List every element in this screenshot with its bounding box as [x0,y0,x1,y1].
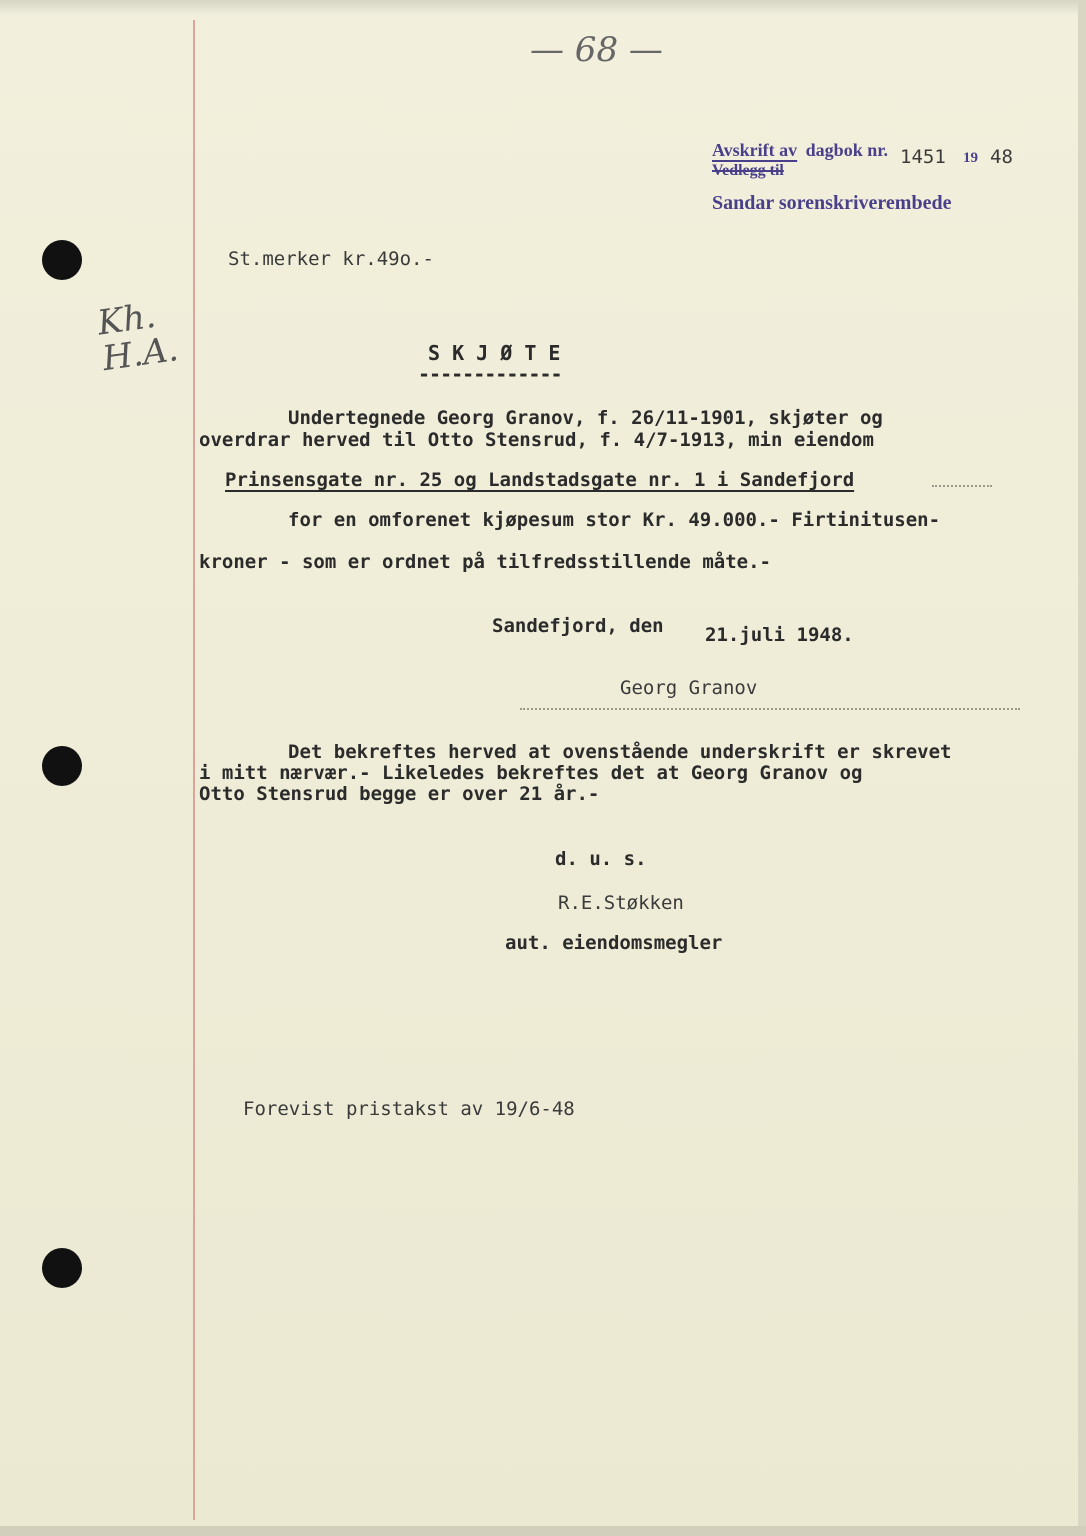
title-rule: ------------- [418,362,562,386]
body-line-1: Undertegnede Georg Granov, f. 26/11-1901, skjøter og [288,407,883,429]
punch-hole-icon [42,240,82,280]
year-suffix: 48 [990,146,1013,168]
page-number: — 68 — [530,30,663,70]
closing: d. u. s. [555,848,647,870]
page-edge-bottom [0,1526,1086,1536]
place: Sandefjord, den [492,615,664,637]
stamp-prefix: Avskrift av [712,140,798,160]
seller-signature: Georg Granov [620,677,758,699]
document-title: S K J Ø T E [428,341,561,365]
handwritten-initials: Kh. H.A. [95,295,181,380]
witness-line-1: Det bekreftes herved at ovenstående underskrift er skrevet [288,741,952,763]
agent-name: R.E.Støkken [558,892,684,914]
signature-line [520,708,1020,710]
stamp-duty: St.merker kr.49o.- [228,248,434,270]
body-line-4: for en omforenet kjøpesum stor Kr. 49.000.- Firtinitusen- [288,509,941,531]
dotted-fill [932,485,992,487]
page-edge-top [0,0,1086,14]
office-name: Sandar sorenskriverembede [712,192,952,214]
property-description: Prinsensgate nr. 25 og Landstadsgate nr. 1 i Sandefjord [225,469,855,491]
stamp-struck-text: Vedlegg til [712,162,784,179]
body-line-5: kroner - som er ordnet på tilfredsstillende måte.- [199,551,771,573]
footer-note: Forevist pristakst av 19/6-48 [243,1098,575,1120]
page-edge-right [1078,0,1086,1536]
agent-title: aut. eiendomsmegler [505,932,723,954]
punch-hole-icon [42,746,82,786]
body-line-2: overdrar herved til Otto Stensrud, f. 4/7-1913, min eiendom [199,429,874,451]
margin-line [193,20,195,1520]
witness-line-3: Otto Stensrud begge er over 21 år.- [199,783,600,805]
date: 21.juli 1948. [705,624,854,646]
year-prefix: 19 [963,150,978,166]
journal-number: 1451 [900,146,946,168]
punch-hole-icon [42,1248,82,1288]
stamp-mid: dagbok nr. [805,140,889,160]
witness-line-2: i mitt nærvær.- Likeledes bekreftes det at Georg Granov og [199,762,863,784]
